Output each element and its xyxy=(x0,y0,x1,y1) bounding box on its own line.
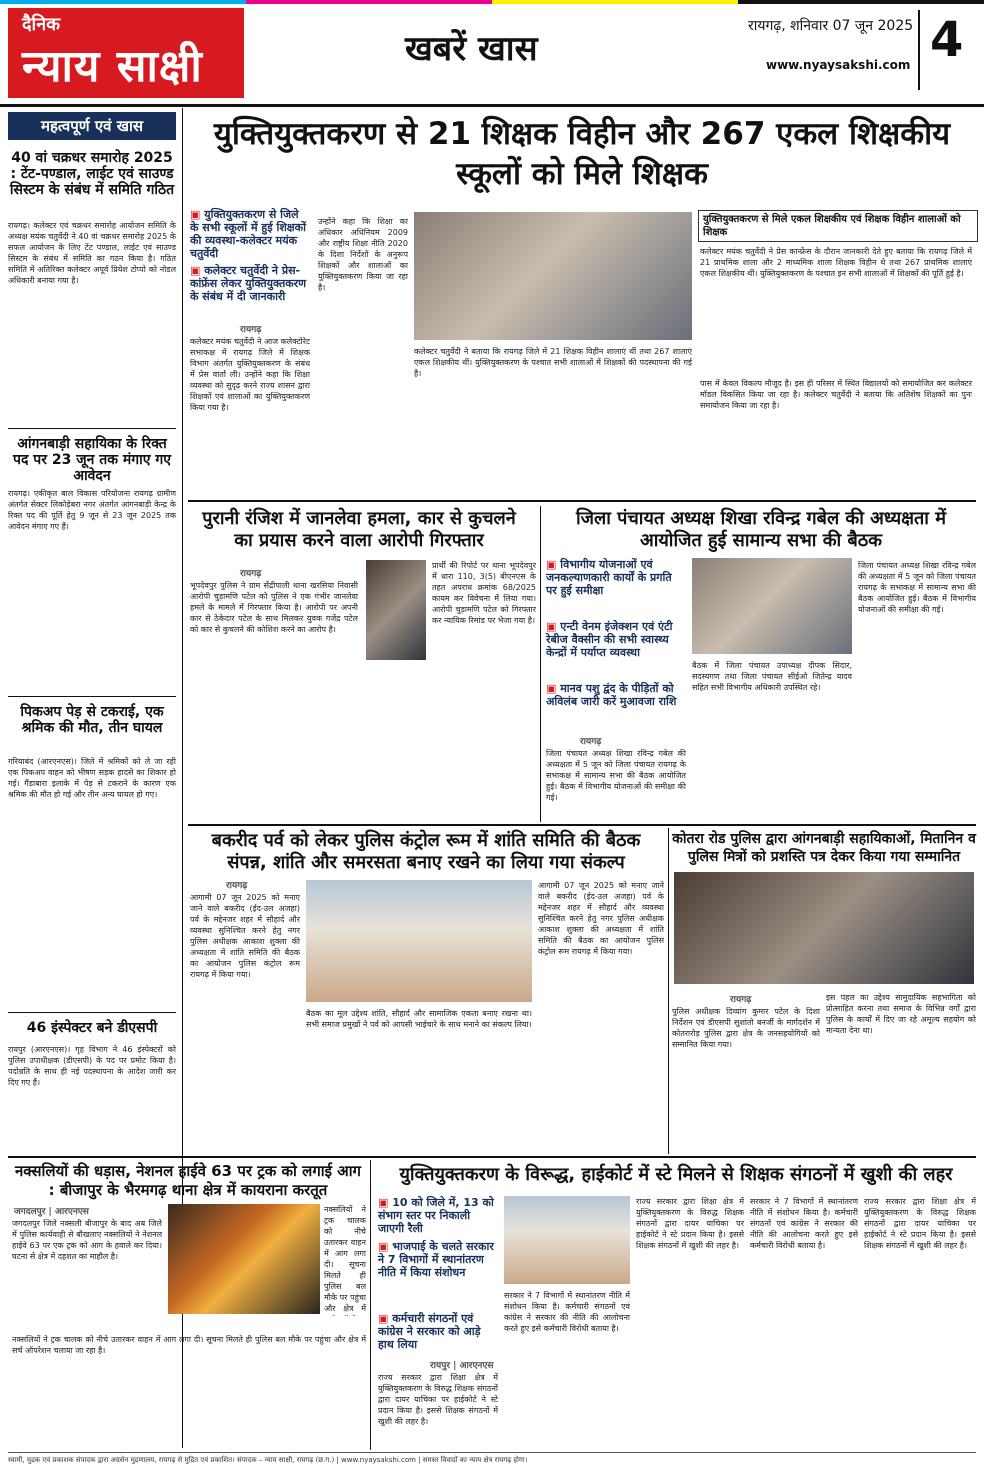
story3-text: बैठक में जिला पंचायत उपाध्यक्ष दीपक सिदार, सदस्यगण तथा जिला पंचायत सीईओ जितेन्द्र यादव सहित सभी विभागीय अधिकारी उपस्थित रहे। xyxy=(692,661,852,692)
story4-text: आगामी 07 जून 2025 को मनाए जाने वाले बकरीद (ईद-उल अजहा) पर्व के मद्देनजर शहर में सौहार्द और व्यवस्था सुनिश्चित करने हेतु नगर पुलिस अधीक्षक आकाश शुक्ला की अध्यक्षता में शांति समिति की बैठक का आयोजन पुलिस कंट्रोल रूम रायगढ़ में किया गया। xyxy=(190,893,300,979)
story7-text: राज्य सरकार द्वारा शिक्षा क्षेत्र में युक्तियुक्तकरण के विरुद्ध शिक्षक संगठनों द्वारा दायर याचिका पर हाईकोर्ट ने स्टे प्रदान किया है। इससे शिक्षक संगठनों में खुशी की लहर है। xyxy=(636,1197,744,1250)
sidebar-story-text: रायगढ़। एकीकृत बाल विकास परियोजना रायगढ़ ग्रामीण अंतर्गत सेक्टर लिकोड़ेबरा नगर अंतर्गत आंगनबाड़ी केन्द्र के रिक्त पद की पूर्ति हेतु 9 जून से 23 जून 2025 तक आवेदन मंगाए गए हैं। xyxy=(8,489,176,531)
story7-bullet: ▣ 10 को जिले में, 13 को संभाग स्तर पर निकाली जाएगी रैली xyxy=(378,1196,498,1235)
sidebar-heading: महत्वपूर्ण एवं खास xyxy=(8,112,176,140)
masthead-vertical-divider xyxy=(918,10,920,90)
section-rule xyxy=(8,1156,976,1158)
story7-bullet: ▣ कर्मचारी संगठनों एवं कांग्रेस ने सरकार को आड़े हाथ लिया xyxy=(378,1312,498,1351)
story7-photo-high-court xyxy=(504,1196,630,1284)
story4-text: आगामी 07 जून 2025 को मनाए जाने वाले बकरीद (ईद-उल अजहा) पर्व के मद्देनजर शहर में सौहार्द और व्यवस्था सुनिश्चित करने हेतु नगर पुलिस अधीक्षक आकाश शुक्ला की अध्यक्षता में शांति समिति की बैठक का आयोजन पुलिस कंट्रोल रूम रायगढ़ में किया गया। xyxy=(538,881,664,956)
story6-photo-truck-fire xyxy=(168,1204,320,1314)
sidebar-story-title[interactable]: 40 वां चक्रधर समारोह 2025 : टेंट-पण्डाल, लाईट एवं साउण्ड सिस्टम के संबंध में समिति गठित xyxy=(9,150,175,198)
sidebar-divider xyxy=(8,696,176,697)
story4-photo-peace-committee xyxy=(306,880,532,1002)
story3-text: जिला पंचायत अध्यक्ष शिखा रविन्द्र गबेल की अध्यक्षता में 5 जून को जिला पंचायत रायगढ़ के सभाकक्ष में सामान्य सभा की बैठक आयोजित हुई। बैठक में विभागीय योजनाओं की समीक्षा की गई। xyxy=(858,561,976,614)
lead-text: कलेक्टर चतुर्वेदी ने बताया कि रायगढ़ जिले में 21 शिक्षक विहीन शालाएं थीं तथा 267 शालाएं एकल शिक्षकीय थीं। युक्तियुक्तकरण के पश्चात सभी शालाओं में शिक्षकों की पदस्थापना की गई है। xyxy=(414,347,692,378)
story7-text: राज्य सरकार द्वारा शिक्षा क्षेत्र में युक्तियुक्तकरण के विरुद्ध शिक्षक संगठनों द्वारा दायर याचिका पर हाईकोर्ट ने स्टे प्रदान किया है। इससे शिक्षक संगठनों में खुशी की लहर है। xyxy=(864,1197,976,1250)
story4-text: बैठक का मूल उद्देश्य शांति, सौहार्द और सामाजिक एकता बनाए रखना था। सभी समाज प्रमुखों ने पर्व को आपसी भाईचारे के साथ मनाने का संकल्प लिया। xyxy=(306,1009,532,1029)
dateline: रायगढ़, शनिवार 07 जून 2025 xyxy=(748,18,914,34)
story2-text: भूपदेवपुर पुलिस ने ग्राम सेंद्रीपाली थाना खरसिया निवासी आरोपी चुड़ामणि पटेल को पुलिस ने एक गंभीर जानलेवा हमले के मामले में गिरफ्तार किया है। आरोपी पर अपनी कार से ठेकेदार पटेल के साथ मिलकर युवक गजेंद्र पटेल को कार से कुचलने की कोशिश करने का आरोप है। xyxy=(190,581,358,634)
lead-headline[interactable]: युक्तियुक्तकरण से 21 शिक्षक विहीन और 267 एकल शिक्षकीय स्कूलों को मिले शिक्षक xyxy=(213,116,951,192)
sidebar-story-text: रायगढ़। कलेक्टर एवं चक्रधर समारोह आयोजन समिति के अध्यक्ष मयंक चतुर्वेदी ने 40 वां चक्रधर समारोह 2025 के सफल आयोजन के लिए टेंट पण्डाल, लाईट एवं साउण्ड सिस्टम के संबंध में समिति का गठन किया है। गठित समिति में अतिरिक्त कलेक्टर अपूर्व प्रियेश टोप्पो को नोडल अधिकारी बनाया गया है। xyxy=(8,221,176,285)
story4-place: रायगढ़ xyxy=(226,881,248,891)
story7-headline[interactable]: युक्तियुक्तकरण के विरूद्ध, हाईकोर्ट में स्टे मिलने से शिक्षक संगठनों में खुशी की लहर xyxy=(399,1164,953,1185)
masthead xyxy=(0,0,984,107)
story6-text: नक्सलियों ने ट्रक चालक को नीचे उतारकर वाहन में आग लगा दी। सूचना मिलते ही पुलिस बल मौके पर पहुंचा और क्षेत्र में सर्च ऑपरेशन चलाया जा रहा है। xyxy=(12,1335,366,1355)
story3-photo-meeting xyxy=(692,558,852,654)
lead-photo-press-conference xyxy=(414,212,692,340)
website-link[interactable]: www.nyaysakshi.com xyxy=(766,58,911,72)
story3-bullet: ▣ एन्टी वेनम इंजेक्शन एवं एंटी रेबीज वैक्सीन की सभी स्वास्थ्य केन्द्रों में पर्याप्त व्यवस्था xyxy=(546,620,686,659)
story6-text: नक्सलियों ने ट्रक चालक को नीचे उतारकर वाहन में आग लगा दी। सूचना मिलते ही पुलिस बल मौके पर पहुंचा और क्षेत्र में xyxy=(324,1205,366,1313)
story2-headline[interactable]: पुरानी रंजिश में जानलेवा हमला, कार से कुचलने का प्रयास करने वाला आरोपी गिरफ्तार xyxy=(202,508,516,551)
story6-headline[interactable]: नक्सलियों की धड़ास, नेशनल हाईवे 63 पर ट्रक को लगाई आग : बीजापुर के भैरमगढ़ थाना क्षेत्र में कायराना करतूत xyxy=(14,1162,362,1199)
lead-text: पास में केवल विकल्प मौजूद है। इस ही परिसर में स्थित विद्यालयों को समायोजित कर कलेक्टर मॉडल विकसित किया जा रहा है। कलेक्टर चतुर्वेदी ने बताया कि अतिशेष शिक्षकों का पुनः समायोजन किया जा रहा है। xyxy=(700,379,972,410)
lead-text: कलेक्टर मयंक चतुर्वेदी ने प्रेस कान्फ्रेंस के दौरान जानकारी देते हुए बताया कि रायगढ़ जिले में 21 प्राथमिक शाला और 2 माध्यमिक शाला शिक्षक विहीन थे तथा 267 प्राथमिक शालाएं एकल शिक्षकीय थीं। युक्तियुक्तकरण के पश्चात इन सभी शालाओं में शिक्षकों की पूर्ति हुई है। xyxy=(700,247,972,278)
story7-text: सरकार ने 7 विभागों में स्थानांतरण नीति में संशोधन किया है। कर्मचारी संगठनों एवं कांग्रेस ने सरकार की नीति की आलोचना करते हुए इसे कर्मचारी विरोधी बताया है। xyxy=(750,1197,858,1250)
column-rule xyxy=(540,506,541,822)
lead-text: कलेक्टर मयंक चतुर्वेदी ने आज कलेक्टोरेट सभाकक्ष में रायगढ़ जिले में शिक्षक विभाग अंतर्गत युक्तियुक्तकरण के संबंध में प्रेस वार्ता ली। उन्होंने कहा कि शिक्षा व्यवस्था को सुदृढ़ करने राज्य शासन द्वारा शिक्षकों एवं शालाओं का युक्तियुक्तकरण किया गया है। xyxy=(190,337,310,412)
logo-title: न्याय साक्षी xyxy=(22,41,203,92)
story3-bullet: ▣ मानव पशु द्वंद के पीड़ितों को अविलंब जारी करें मुआवजा राशि xyxy=(546,682,686,708)
lead-text: उन्होंने कहा कि शिक्षा का अधिकार अधिनियम 2009 और राष्ट्रीय शिक्षा नीति 2020 के दिशा निर्देशों के अनुरूप शिक्षकों और शालाओं का युक्तियुक्तकरण किया जा रहा है। xyxy=(318,217,408,292)
section-title: खबरें खास xyxy=(405,29,538,69)
story5-headline[interactable]: कोतरा रोड पुलिस द्वारा आंगनबाड़ी सहायिकाओं, मितानिन व पुलिस मित्रों को प्रशस्ति पत्र देकर किया गया सम्मानित xyxy=(672,831,976,865)
story5-text: पुलिस अधीक्षक दिव्यांग कुमार पटेल के दिशा निर्देशन एवं डीएसपी सुशांतो बनर्जी के मार्गदर्शन में कोतरारोड़ पुलिस द्वारा क्षेत्र के जनसहयोगियों को सम्मानित किया गया। xyxy=(672,1007,820,1049)
lead-bullet: ▣ युक्तियुक्तकरण से जिले के सभी स्कूलों में हुई शिक्षकों की व्यवस्था-कलेक्टर मयंक चतुर्वेदी xyxy=(190,208,310,260)
lead-place: रायगढ़ xyxy=(240,325,262,335)
newspaper-logo[interactable] xyxy=(8,8,244,98)
story4-headline[interactable]: बकरीद पर्व को लेकर पुलिस कंट्रोल रूम में शांति समिति की बैठक संपन्न, शांति और समरसता बनाए रखने का लिया गया संकल्प xyxy=(211,830,641,873)
imprint-footer: स्वामी, मुद्रक एवं प्रकाशक संपादक द्वारा अग्रसेन मुद्रणालय, रायगढ़ से मुद्रित एवं प्रकाशित। संपादक – न्याय साक्षी, रायगढ़ (छ.ग.) | www.nyaysakshi.com | समस्त विवादों का न्याय क्षेत्र रायगढ़ होगा। xyxy=(8,1452,976,1469)
section-rule xyxy=(188,824,976,826)
lead-bullet: ▣ कलेक्टर चतुर्वेदी ने प्रेस-कांफ्रेंस लेकर युक्तियुक्तकरण के संबंध में दी जानकारी xyxy=(190,264,310,303)
sidebar-divider xyxy=(8,428,176,429)
logo-prefix: दैनिक xyxy=(22,14,61,35)
story7-place: रायपुर | आरएनएस xyxy=(430,1361,494,1371)
sidebar-divider xyxy=(8,1012,176,1013)
column-rule xyxy=(668,828,669,1154)
sidebar-story-title[interactable]: आंगनबाड़ी सहायिका के रिक्त पद पर 23 जून तक मंगाए गए आवेदन xyxy=(13,436,171,484)
story5-text: इस पहल का उद्देश्य सामुदायिक सहभागिता को प्रोत्साहित करना तथा समाज के विभिन्न वर्गों द्वारा पुलिस के कार्यों में दिए जा रहे अमूल्य सहयोग को मान्यता देना था। xyxy=(826,993,976,1035)
story2-photo-accused xyxy=(366,560,426,660)
story2-text: प्रार्थी की रिपोर्ट पर थाना भूपदेवपुर में धारा 110, 3(5) बीएनएस के तहत अपराध क्रमांक 68/2025 कायम कर विवेचना में लिया गया। आरोपी चुड़ामणि पटेल को गिरफ्तार कर न्यायिक रिमांड पर भेजा गया है। xyxy=(432,561,536,625)
section-rule xyxy=(188,500,976,502)
story6-place: जगदलपुर | आरएनएस xyxy=(14,1207,89,1217)
story7-text: राज्य सरकार द्वारा शिक्षा क्षेत्र में युक्तियुक्तकरण के विरुद्ध शिक्षक संगठनों द्वारा दायर याचिका पर हाईकोर्ट ने स्टे प्रदान किया है। इससे शिक्षक संगठनों में खुशी की लहर है। xyxy=(378,1373,498,1426)
story7-text: सरकार ने 7 विभागों में स्थानांतरण नीति में संशोधन किया है। कर्मचारी संगठनों एवं कांग्रेस ने सरकार की नीति की आलोचना करते हुए इसे कर्मचारी विरोधी बताया है। xyxy=(504,1291,630,1333)
sidebar-story-title[interactable]: 46 इंस्पेक्टर बने डीएसपी xyxy=(26,1020,158,1036)
story3-place: रायगढ़ xyxy=(580,737,602,747)
story2-place: रायगढ़ xyxy=(240,569,262,579)
sidebar-story-title[interactable]: पिकअप पेड़ से टकराई, एक श्रमिक की मौत, तीन घायल xyxy=(20,704,164,736)
story5-photo-felicitation xyxy=(674,872,974,984)
story5-place: रायगढ़ xyxy=(730,995,752,1005)
story6-text: जगदलपुर जिले नक्सली बीजापुर के बाद अब जिले में पुलिस कार्यवाही से बौखलाए नक्सलियों ने नेशनल हाईवे 63 पर एक ट्रक को आग के हवाले कर दिया। घटना से क्षेत्र में दहशत का माहौल है। xyxy=(12,1219,162,1261)
lead-subheading-box: युक्तियुक्तकरण से मिले एकल शिक्षकीय एवं शिक्षक विहीन शालाओं को शिक्षक xyxy=(698,210,978,242)
story7-bullet: ▣ भाजपाई के चलते सरकार ने 7 विभागों में स्थानांतरण नीति में किया संशोधन xyxy=(378,1240,498,1279)
story3-text: जिला पंचायत अध्यक्ष शिखा रविन्द्र गबेल की अध्यक्षता में 5 जून को जिला पंचायत रायगढ़ के सभाकक्ष में सामान्य सभा की बैठक आयोजित हुई। बैठक में विभागीय योजनाओं की समीक्षा की गई। xyxy=(546,749,686,802)
column-rule xyxy=(370,1160,371,1450)
sidebar-story-text: गरियाबंद (आरएनएस)। जिले में श्रमिकों को ले जा रही एक पिकअप वाहन को भीषण सड़क हादसे का शिकार हो गई। गैंडाबारा इलाके में पेड़ से टकराने के कारण एक श्रमिक की मौत हो गई और तीन अन्य घायल हो गए। xyxy=(8,757,176,799)
page-number: 4 xyxy=(930,12,964,68)
story3-bullet: ▣ विभागीय योजनाओं एवं जनकल्याणकारी कार्यों के प्रगति पर हुई समीक्षा xyxy=(546,558,686,597)
sidebar-story-text: रायपुर (आरएनएस)। गृह विभाग ने 46 इंस्पेक्टरों को पुलिस उपाधीक्षक (डीएसपी) के पद पर प्रमोट किया है। पदोन्नति के साथ ही नई पदस्थापना के आदेश जारी कर दिए गए हैं। xyxy=(8,1045,176,1087)
story3-headline[interactable]: जिला पंचायत अध्यक्ष शिखा रविन्द्र गबेल की अध्यक्षता में आयोजित हुई सामान्य सभा की बैठक xyxy=(576,508,946,551)
